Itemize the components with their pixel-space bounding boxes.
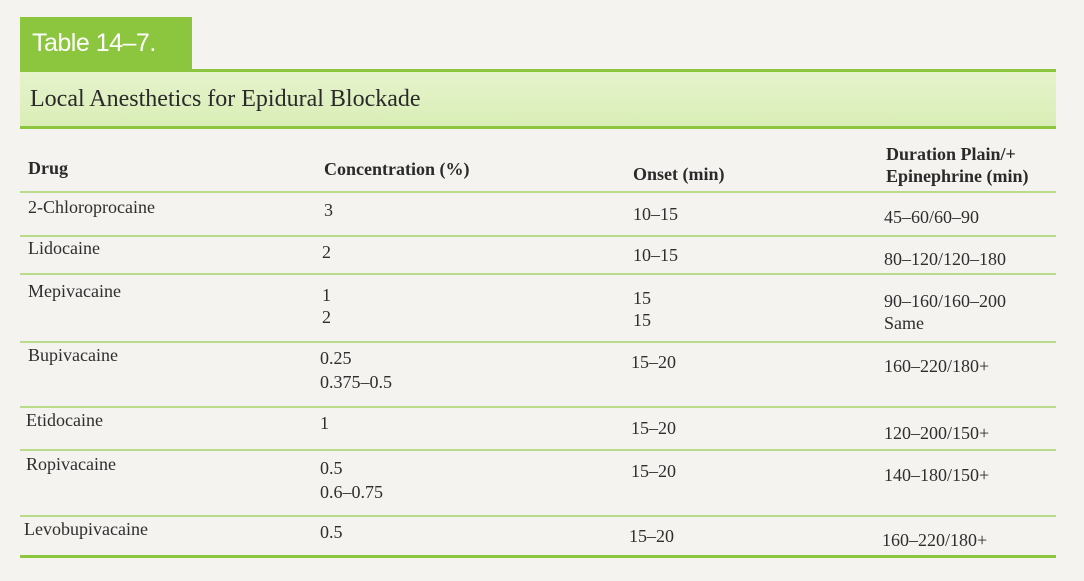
header-concentration: Concentration (%) [324, 159, 470, 179]
table-title-band [20, 69, 1056, 129]
drug-cell: Mepivacaine [28, 281, 121, 301]
drug-cell: Levobupivacaine [24, 519, 148, 539]
concentration-cell: 0.25 [320, 348, 352, 368]
table-bottom-rule [20, 555, 1056, 558]
row-divider [20, 515, 1056, 517]
concentration-cell: 1 [322, 285, 331, 305]
onset-cell: 15 [633, 288, 651, 308]
concentration-cell: 2 [322, 307, 331, 327]
drug-cell: Ropivacaine [26, 454, 116, 474]
onset-cell: 15–20 [631, 352, 676, 372]
duration-cell: 45–60/60–90 [884, 207, 980, 227]
header-onset: Onset (min) [633, 164, 725, 184]
table-title: Local Anesthetics for Epidural Blockade [30, 86, 421, 112]
concentration-cell: 0.6–0.75 [320, 482, 383, 502]
drug-cell: Bupivacaine [28, 345, 118, 365]
duration-cell: 120–200/150+ [884, 423, 990, 443]
onset-cell: 15–20 [629, 526, 674, 546]
header-drug: Drug [28, 158, 68, 178]
concentration-cell: 3 [324, 200, 333, 220]
onset-cell: 10–15 [633, 204, 678, 224]
duration-cell: 140–180/150+ [884, 465, 990, 485]
drug-cell: Lidocaine [28, 238, 100, 258]
onset-cell: 10–15 [633, 245, 678, 265]
row-divider [20, 273, 1056, 275]
row-divider [20, 341, 1056, 343]
drug-cell: 2-Chloroprocaine [28, 197, 155, 217]
concentration-cell: 0.5 [320, 458, 343, 478]
duration-cell: 80–120/120–180 [884, 249, 1007, 269]
concentration-cell: 0.5 [320, 522, 343, 542]
row-divider [20, 235, 1056, 237]
concentration-cell: 0.375–0.5 [320, 372, 392, 392]
onset-cell: 15–20 [631, 461, 676, 481]
duration-cell: 90–160/160–200 [884, 291, 1007, 311]
table-number: Table 14–7. [20, 17, 192, 69]
row-divider [20, 406, 1056, 408]
row-divider [20, 191, 1056, 193]
header-duration [886, 143, 1029, 187]
row-divider [20, 449, 1056, 451]
duration-cell: Same [884, 313, 924, 333]
duration-cell: 160–220/180+ [882, 530, 988, 550]
duration-cell: 160–220/180+ [884, 356, 990, 376]
onset-cell: 15–20 [631, 418, 676, 438]
drug-cell: Etidocaine [26, 410, 103, 430]
onset-cell: 15 [633, 310, 651, 330]
header-duration-line2: Epinephrine (min) [886, 166, 1029, 186]
concentration-cell: 2 [322, 242, 331, 262]
concentration-cell: 1 [320, 413, 329, 433]
header-duration-line1: Duration Plain/+ [886, 144, 1016, 164]
